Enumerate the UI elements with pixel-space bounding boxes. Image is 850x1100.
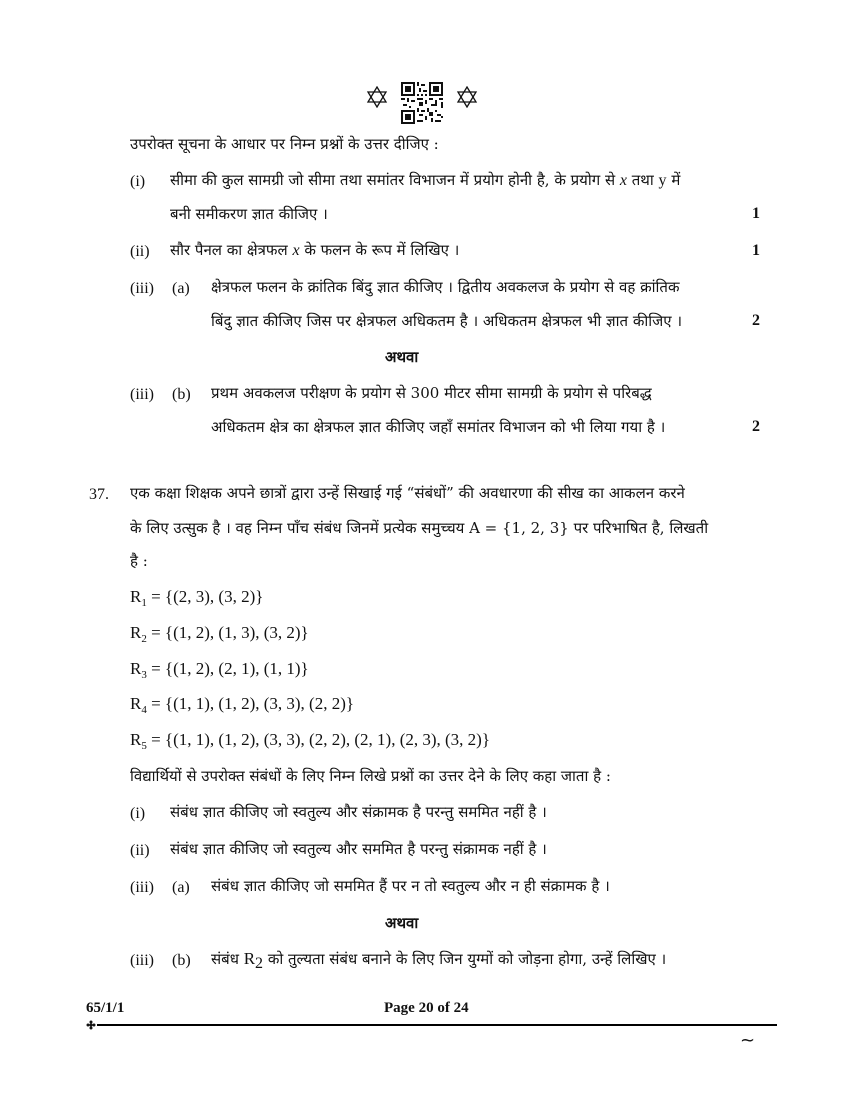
question-number: (iii): [130, 280, 154, 297]
question-number: (iii): [130, 879, 154, 896]
instruction-text: उपरोक्त सूचना के आधार पर निम्न प्रश्नों के उत्तर दीजिए :: [130, 135, 439, 153]
marks: 2: [752, 312, 760, 329]
footer-divider: [97, 1024, 777, 1026]
question-text: संबंध ज्ञात कीजिए जो सममित हैं पर न तो स्वतुल्य और न ही संक्रामक है ।: [211, 877, 610, 895]
relation-r2: $R_2 = \{(1$, 2), (1, 3), (3, 2)}: [130, 623, 309, 645]
marks: 2: [752, 418, 760, 435]
question-number: (i): [130, 805, 146, 822]
or-separator: अथवा: [385, 348, 419, 366]
relation-r4: $R_4 = \{(1$, 1), (1, 2), (3, 3), (2, 2)}: [130, 694, 355, 716]
relation-r5: $R_5 = \{(1$, 1), (1, 2), (3, 3), (2, 2), (2, 1), (2, 3), (3, 2)}: [130, 730, 491, 752]
question-text: है :: [130, 552, 148, 570]
question-text: संबंध ज्ञात कीजिए जो स्वतुल्य और सममित है परन्तु संक्रामक नहीं है ।: [170, 840, 547, 858]
question-number: (i): [130, 173, 146, 190]
question-number: (ii): [130, 842, 150, 859]
relation-r3: $R_3 = \{(1$, 2), (2, 1), (1, 1)}: [130, 659, 309, 681]
marks: 1: [752, 205, 760, 222]
instruction-text: विद्यार्थियों से उपरोक्त संबंधों के लिए निम्न लिखे प्रश्नों का उत्तर देने के लिए कहा जाता है :: [130, 767, 611, 785]
question-text: सीमा की कुल सामग्री जो सीमा तथा समांतर विभाजन में प्रयोग होनी है, के प्रयोग से x तथा y में: [170, 171, 681, 189]
question-text: एक कक्षा शिक्षक अपने छात्रों द्वारा उन्हें सिखाई गई “संबंधों” की अवधारणा की सीख का आकलन करने: [130, 484, 685, 502]
question-text: सौर पैनल का क्षेत्रफल x के फलन के रूप में लिखिए ।: [170, 241, 460, 259]
or-separator: अथवा: [385, 914, 419, 932]
page-number: Page 20 of 24: [384, 1000, 469, 1016]
relation-r1: $R_1 = \{(2$, 3), (3, 2)}: [130, 587, 264, 609]
star-of-david-icon: [456, 86, 478, 108]
question-text: प्रथम अवकलज परीक्षण के प्रयोग से 300 मीटर सीमा सामग्री के प्रयोग से परिबद्ध: [211, 384, 652, 402]
sub-part-label: (a): [172, 879, 190, 896]
marks: 1: [752, 242, 760, 259]
paper-code: 65/1/1: [86, 1000, 125, 1016]
sub-part-label: (a): [172, 280, 190, 297]
star-of-david-icon: [366, 86, 388, 108]
sub-part-label: (b): [172, 952, 191, 969]
question-number: 37.: [89, 486, 109, 503]
flower-icon: [86, 1020, 96, 1030]
sub-part-label: (b): [172, 386, 191, 403]
qr-code-icon: [401, 82, 443, 124]
question-number: (iii): [130, 386, 154, 403]
question-text: बिंदु ज्ञात कीजिए जिस पर क्षेत्रफल अधिकतम है । अधिकतम क्षेत्रफल भी ज्ञात कीजिए ।: [211, 312, 683, 330]
question-number: (iii): [130, 952, 154, 969]
footer-mark: ~: [740, 1030, 756, 1051]
question-text: के लिए उत्सुक है । वह निम्न पाँच संबंध जिनमें प्रत्येक समुच्चय A = {1, 2, 3} पर परिभाषित है, लिखती: [130, 519, 709, 537]
question-text: संबंध ज्ञात कीजिए जो स्वतुल्य और संक्रामक है परन्तु सममित नहीं है ।: [170, 803, 547, 821]
question-text: संबंध $R_2$ को तुल्यता संबंध बनाने के लिए जिन युग्मों को जोड़ना होगा, उन्हें लिखिए ।: [211, 949, 667, 972]
question-text: क्षेत्रफल फलन के क्रांतिक बिंदु ज्ञात कीजिए । द्वितीय अवकलज के प्रयोग से वह क्रांतिक: [211, 278, 680, 296]
question-number: (ii): [130, 243, 150, 260]
question-text: बनी समीकरण ज्ञात कीजिए ।: [170, 205, 328, 223]
question-text: अधिकतम क्षेत्र का क्षेत्रफल ज्ञात कीजिए जहाँ समांतर विभाजन को भी लिया गया है ।: [211, 418, 666, 436]
